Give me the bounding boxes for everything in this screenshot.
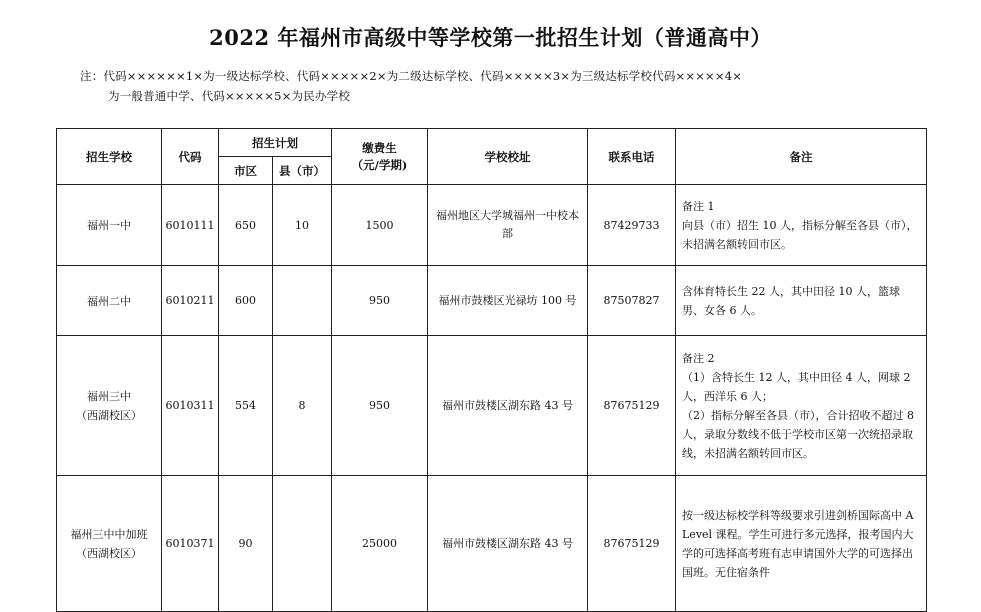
table-row <box>57 476 927 612</box>
plan-city: 90 <box>219 476 273 612</box>
note-line-1: 注：代码××××××1×为一级达标学校、代码×××××2×为二级达标学校、代码×××××3×为三级达标学校代码×××××4× <box>80 69 743 83</box>
header-plan: 招生计划 <box>219 129 332 157</box>
plan-city: 554 <box>219 336 273 476</box>
header-school: 招生学校 <box>57 129 162 185</box>
plan-city: 650 <box>219 185 273 266</box>
fee: 1500 <box>332 185 428 266</box>
school-address: 福州市鼓楼区光禄坊 100 号 <box>428 266 588 336</box>
remarks: 备注 1 向县（市）招生 10 人，指标分解至各县（市），未招满名额转回市区。 <box>676 185 927 266</box>
school-address: 福州市鼓楼区湖东路 43 号 <box>428 336 588 476</box>
header-county: 县（市） <box>273 157 332 185</box>
fee: 950 <box>332 336 428 476</box>
table-row <box>57 336 927 476</box>
school-name: 福州三中 （西湖校区） <box>57 336 162 476</box>
header-city: 市区 <box>219 157 273 185</box>
header-fee: 缴费生 （元/学期) <box>332 129 428 185</box>
school-address: 福州地区大学城福州一中校本部 <box>428 185 588 266</box>
plan-county: 10 <box>273 185 332 266</box>
school-name: 福州一中 <box>57 185 162 266</box>
header-phone: 联系电话 <box>588 129 676 185</box>
plan-county <box>273 476 332 612</box>
plan-county: 8 <box>273 336 332 476</box>
remarks: 按一级达标校学科等级要求引进剑桥国际高中 A Level 课程。学生可进行多元选择，报考国内大学的可选择高考班有志申请国外大学的可选择出国班。无住宿条件 <box>676 476 927 612</box>
phone: 87675129 <box>588 336 676 476</box>
phone: 87507827 <box>588 266 676 336</box>
school-name: 福州三中中加班 （西湖校区） <box>57 476 162 612</box>
phone: 87675129 <box>588 476 676 612</box>
phone: 87429733 <box>588 185 676 266</box>
table-row <box>57 266 927 336</box>
school-code: 6010311 <box>162 336 219 476</box>
plan-county <box>273 266 332 336</box>
fee: 25000 <box>332 476 428 612</box>
school-code: 6010371 <box>162 476 219 612</box>
admission-plan-table <box>56 128 927 612</box>
fee: 950 <box>332 266 428 336</box>
header-remarks: 备注 <box>676 129 927 185</box>
plan-city: 600 <box>219 266 273 336</box>
remarks: 含体育特长生 22 人，其中田径 10 人，篮球男、女各 6 人。 <box>676 266 927 336</box>
header-address: 学校校址 <box>428 129 588 185</box>
page-title: 2022 年福州市高级中等学校第一批招生计划（普通高中） <box>209 25 772 50</box>
school-code: 6010211 <box>162 266 219 336</box>
school-name: 福州二中 <box>57 266 162 336</box>
header-code: 代码 <box>162 129 219 185</box>
remarks: 备注 2 （1）含特长生 12 人，其中田径 4 人，网球 2 人，西洋乐 6 人； （2）指标分解至各县（市），合计招收不超过 8 人，录取分数线不低于学校市区第一次统招录取线，未招满名额转回市区。 <box>676 336 927 476</box>
table-row <box>57 185 927 266</box>
school-address: 福州市鼓楼区湖东路 43 号 <box>428 476 588 612</box>
note-line-2: 为一般普通中学、代码×××××5×为民办学校 <box>108 89 351 103</box>
school-code: 6010111 <box>162 185 219 266</box>
